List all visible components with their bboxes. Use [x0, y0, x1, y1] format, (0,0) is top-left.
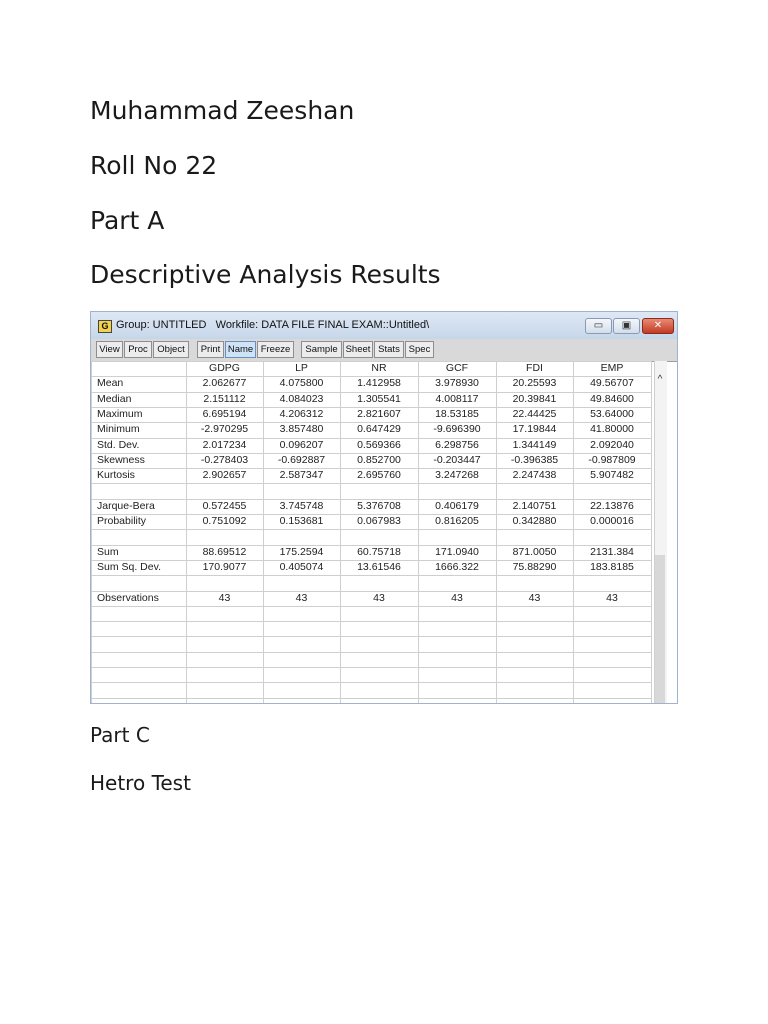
toolbar-button-view[interactable]: View	[96, 341, 123, 358]
section-title: Descriptive Analysis Results	[90, 260, 441, 289]
table-cell[interactable]: 871.0050	[512, 546, 557, 558]
table-cell[interactable]: 20.39841	[512, 393, 557, 405]
row-label: Kurtosis	[97, 469, 135, 481]
table-cell[interactable]: -2.970295	[200, 423, 249, 435]
table-cell[interactable]: 4.008117	[435, 393, 479, 405]
row-label: Jarque-Bera	[97, 500, 155, 512]
table-cell[interactable]: 2.695760	[357, 469, 401, 481]
table-cell[interactable]: 49.84600	[590, 393, 634, 405]
scrollbar-thumb[interactable]	[655, 555, 665, 704]
table-cell[interactable]: 0.852700	[357, 454, 401, 466]
table-cell[interactable]: 0.647429	[357, 423, 401, 435]
table-cell[interactable]: 43	[606, 592, 618, 604]
grid-line	[91, 652, 651, 653]
table-cell[interactable]: 2.902657	[202, 469, 247, 481]
table-cell[interactable]: 88.69512	[202, 546, 247, 558]
grid-line	[91, 698, 651, 699]
toolbar-button-spec[interactable]: Spec	[405, 341, 434, 358]
table-cell[interactable]: 2.247438	[512, 469, 557, 481]
table-cell[interactable]: 13.61546	[357, 561, 401, 573]
table-cell[interactable]: 43	[295, 592, 308, 604]
table-cell[interactable]: 170.9077	[202, 561, 247, 573]
table-cell[interactable]: 43	[218, 592, 231, 604]
table-cell[interactable]: -0.278403	[200, 454, 249, 466]
column-header[interactable]: LP	[295, 362, 308, 374]
table-cell[interactable]: 41.80000	[590, 423, 634, 435]
group-icon: G	[98, 320, 112, 333]
column-header[interactable]: FDI	[526, 362, 543, 374]
table-cell[interactable]: 17.19844	[512, 423, 557, 435]
row-label: Median	[97, 393, 132, 405]
table-cell[interactable]: -0.203447	[433, 454, 481, 466]
table-cell[interactable]: 0.406179	[435, 500, 479, 512]
table-cell[interactable]: 0.572455	[202, 500, 247, 512]
table-cell[interactable]: 5.376708	[357, 500, 401, 512]
toolbar-button-object[interactable]: Object	[153, 341, 189, 358]
table-cell[interactable]: 2.140751	[512, 500, 557, 512]
row-label: Skewness	[97, 454, 145, 466]
row-label: Sum Sq. Dev.	[97, 561, 161, 573]
table-cell[interactable]: 3.857480	[279, 423, 324, 435]
author-name: Muhammad Zeeshan	[90, 96, 355, 125]
table-cell[interactable]: 0.096207	[279, 439, 324, 451]
window-titlebar[interactable]	[91, 312, 677, 340]
row-label: Minimum	[97, 423, 140, 435]
table-cell[interactable]: 6.298756	[435, 439, 479, 451]
column-header[interactable]: EMP	[600, 362, 624, 374]
part-a-heading: Part A	[90, 206, 165, 235]
table-cell[interactable]: 4.084023	[279, 393, 324, 405]
grid-line	[91, 483, 651, 484]
table-cell[interactable]: 3.745748	[279, 500, 324, 512]
table-cell[interactable]: 4.075800	[279, 377, 324, 389]
grid-line	[91, 606, 651, 607]
toolbar-button-stats[interactable]: Stats	[374, 341, 404, 358]
table-cell[interactable]: -9.696390	[433, 423, 481, 435]
table-cell[interactable]: 183.8185	[590, 561, 634, 573]
table-cell[interactable]: 171.0940	[435, 546, 479, 558]
table-cell[interactable]: 0.751092	[202, 515, 247, 527]
toolbar-button-name[interactable]: Name	[225, 341, 256, 358]
column-header[interactable]: GCF	[445, 362, 469, 374]
row-label: Sum	[97, 546, 119, 558]
row-label: Std. Dev.	[97, 439, 140, 451]
table-cell[interactable]: 0.569366	[357, 439, 401, 451]
eviews-group-window	[90, 311, 678, 704]
table-cell[interactable]: 22.44425	[512, 408, 557, 420]
table-cell[interactable]: 0.342880	[512, 515, 557, 527]
minimize-icon[interactable]: ▭	[585, 318, 612, 334]
table-cell[interactable]: 22.13876	[590, 500, 634, 512]
row-label: Maximum	[97, 408, 143, 420]
grid-line	[91, 667, 651, 668]
table-cell[interactable]: 2.821607	[357, 408, 401, 420]
table-cell[interactable]: 43	[373, 592, 385, 604]
toolbar-button-sample[interactable]: Sample	[301, 341, 342, 358]
grid-line	[91, 529, 651, 530]
close-icon[interactable]: ✕	[642, 318, 674, 334]
table-cell[interactable]: 5.907482	[590, 469, 634, 481]
table-cell[interactable]: 0.067983	[357, 515, 401, 527]
hetro-test-heading: Hetro Test	[90, 771, 191, 795]
table-cell[interactable]: 2.587347	[279, 469, 324, 481]
window-toolbar	[91, 339, 677, 362]
table-cell[interactable]: 60.75718	[357, 546, 401, 558]
row-label: Observations	[97, 592, 159, 604]
window-title: Group: UNTITLED Workfile: DATA FILE FINAL EXAM::Untitled\	[116, 319, 430, 331]
table-cell[interactable]: 1.412958	[357, 377, 401, 389]
roll-number: Roll No 22	[90, 151, 218, 180]
grid-line	[91, 636, 651, 637]
scroll-up-icon[interactable]: ^	[657, 374, 663, 385]
table-cell[interactable]: 1.344149	[512, 439, 557, 451]
grid-line	[91, 361, 92, 704]
grid-line	[91, 682, 651, 683]
row-label: Mean	[97, 377, 124, 389]
table-cell[interactable]: 20.25593	[512, 377, 557, 389]
table-cell[interactable]: -0.692887	[277, 454, 326, 466]
toolbar-button-sheet[interactable]: Sheet	[343, 341, 373, 358]
grid-line	[91, 575, 651, 576]
table-cell[interactable]: 49.56707	[590, 377, 634, 389]
table-cell[interactable]: 43	[451, 592, 463, 604]
table-cell[interactable]: 6.695194	[202, 408, 247, 420]
table-cell[interactable]: 2.092040	[590, 439, 634, 451]
grid-line	[651, 361, 652, 704]
table-cell[interactable]: 0.153681	[279, 515, 324, 527]
maximize-icon[interactable]: ▣	[613, 318, 640, 334]
table-cell[interactable]: 53.64000	[590, 408, 634, 420]
table-cell[interactable]: -0.987809	[588, 454, 636, 466]
grid-line	[91, 621, 651, 622]
stats-table	[91, 361, 677, 704]
table-cell[interactable]: 3.247268	[435, 469, 479, 481]
table-cell[interactable]: 2.017234	[202, 439, 247, 451]
table-cell[interactable]: 18.53185	[435, 408, 479, 420]
column-header[interactable]: NR	[371, 362, 387, 374]
table-cell[interactable]: 3.978930	[435, 377, 479, 389]
table-cell[interactable]: 2131.384	[590, 546, 634, 558]
table-cell[interactable]: 0.405074	[279, 561, 324, 573]
toolbar-button-proc[interactable]: Proc	[124, 341, 152, 358]
toolbar-button-print[interactable]: Print	[197, 341, 224, 358]
table-cell[interactable]: 1666.322	[435, 561, 479, 573]
table-cell[interactable]: 175.2594	[279, 546, 324, 558]
table-cell[interactable]: 4.206312	[279, 408, 324, 420]
part-c-heading: Part C	[90, 723, 150, 747]
table-cell[interactable]: 0.000016	[590, 515, 634, 527]
table-cell[interactable]: 0.816205	[435, 515, 479, 527]
table-cell[interactable]: 43	[528, 592, 541, 604]
column-header[interactable]: GDPG	[209, 362, 240, 374]
table-cell[interactable]: 75.88290	[512, 561, 557, 573]
table-cell[interactable]: 1.305541	[357, 393, 401, 405]
row-label: Probability	[97, 515, 147, 527]
table-cell[interactable]: 2.062677	[202, 377, 247, 389]
table-cell[interactable]: -0.396385	[510, 454, 559, 466]
table-cell[interactable]: 2.151112	[203, 393, 246, 405]
toolbar-button-freeze[interactable]: Freeze	[257, 341, 294, 358]
